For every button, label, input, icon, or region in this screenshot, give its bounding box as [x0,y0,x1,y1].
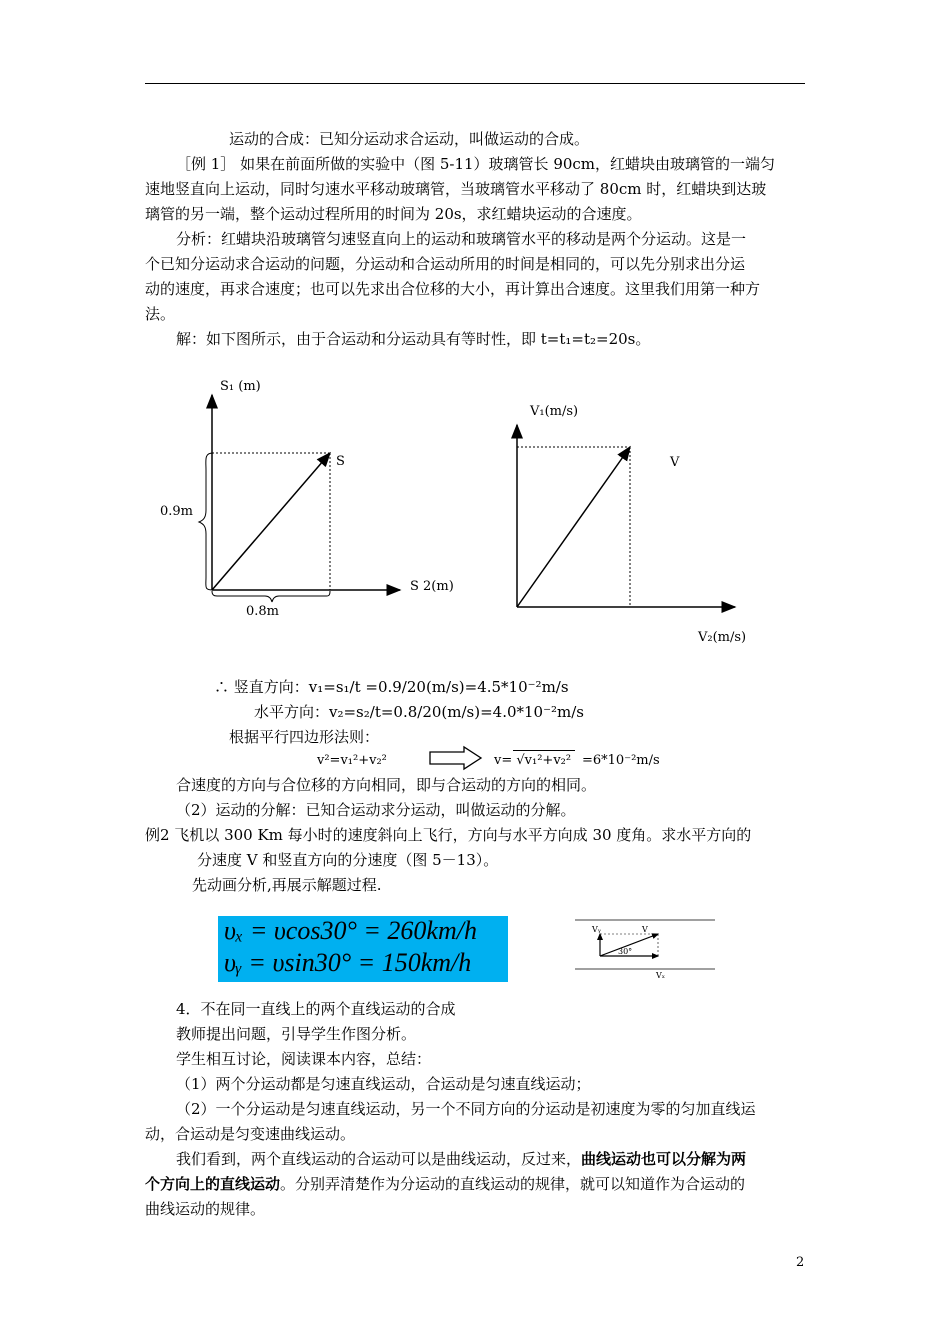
text-line: 分析：红蜡块沿玻璃管匀速竖直向上的运动和玻璃管水平的移动是两个分运动。这是一 [176,230,747,248]
text-line: 运动的合成：已知分运动求合运动，叫做运动的合成。 [229,130,590,148]
width-label: 0.8m [246,604,280,619]
text-line: 根据平行四边形法则： [229,728,380,746]
text-line: ∴ 竖直方向：v₁=s₁/t =0.9/20(m/s)=4.5*10⁻²m/s [214,678,569,696]
formula-box [218,916,508,982]
v-label: V [670,455,680,470]
formula-left: v²=v₁²+v₂² [317,753,387,768]
resultant-v-arrow [517,447,630,607]
text-line [145,1171,745,1197]
angle-label: 30° [618,947,633,956]
text-line: 例2 飞机以 300 Km 每小时的速度斜向上飞行，方向与水平方向成 30 度角。求水平方向的 [145,826,752,844]
height-label: 0.9m [160,504,194,519]
text-line: 动，合运动是匀变速曲线运动。 [145,1125,356,1143]
text-line: 水平方向：v₂=s₂/t=0.8/20(m/s)=4.0*10⁻²m/s [254,703,585,721]
text-line: 曲线运动的规律。 [145,1200,266,1218]
vx-label: Vₓ [656,971,666,980]
v1-axis-label: V₁(m/s) [530,404,579,419]
decomposition-diagram [570,912,720,987]
text-line [176,1146,746,1172]
text-line: 解：如下图所示，由于合运动和分运动具有等时性，即 t=t₁=t₂=20s。 [176,330,651,348]
page-number: 2 [796,1255,805,1270]
width-brace [212,591,330,602]
velocity-diagram [490,395,780,650]
sqrt-bar [513,750,575,751]
header-rule [145,83,805,84]
v-label: V [642,925,648,934]
emphasis-text: 曲线运动也可以分解为两 [581,1150,747,1168]
resultant-s-arrow [212,453,330,590]
text-line: 合速度的方向与合位移的方向相同，即与合运动的方向的相同。 [176,776,597,794]
text-line: ［例 1］ 如果在前面所做的实验中（图 5-11）玻璃管长 90cm，红蜡块由玻璃管的一端匀 [176,155,776,173]
text-line: 先动画分析,再展示解题过程. [192,876,382,894]
text-line: 教师提出问题，引导学生作图分析。 [176,1025,417,1043]
height-brace [199,453,213,590]
text-line: 个已知分运动求合运动的问题，分运动和合运动所用的时间是相同的，可以先分别求出分运 [145,255,746,273]
formula-right: v= √v₁²+v₂² [494,753,572,768]
displacement-diagram [150,365,480,625]
text-line: （1）两个分运动都是匀速直线运动，合运动是匀速直线运动； [176,1075,591,1093]
text-line: 动的速度，再求合速度；也可以先求出合位移的大小，再计算出合速度。这里我们用第一种方 [145,280,761,298]
text-line: 速地竖直向上运动，同时匀速水平移动玻璃管，当玻璃管水平移动了 80cm 时，红蜡块到达玻 [145,180,767,198]
vy-label: Vᵧ [592,925,601,934]
text-line: （2）运动的分解：已知合运动求分运动，叫做运动的分解。 [176,801,576,819]
implies-arrow-icon [428,745,484,771]
text-line: 法。 [145,305,176,323]
s2-axis-label: S 2(m) [410,579,454,594]
vx-formula: υₓ = υcos30° = 260km/h [224,916,477,945]
text-line: （2）一个分运动是匀速直线运动，另一个不同方向的分运动是初速度为零的匀加直线运 [176,1100,756,1118]
s1-axis-label: S₁ (m) [220,379,261,394]
text-line: 璃管的另一端，整个运动过程所用的时间为 20s，求红蜡块运动的合速度。 [145,205,642,223]
text-span: 我们看到，两个直线运动的合运动可以是曲线运动，反过来， [176,1150,582,1168]
emphasis-text: 个方向上的直线运动 [145,1175,281,1193]
text-span: 。分别弄清楚作为分运动的直线运动的规律，就可以知道作为合运动的 [280,1175,746,1193]
text-line: 4．不在同一直线上的两个直线运动的合成 [176,1000,456,1018]
v2-axis-label: V₂(m/s) [698,630,747,645]
formula-result: =6*10⁻²m/s [582,753,660,768]
text-line: 学生相互讨论，阅读课本内容，总结： [176,1050,432,1068]
s-label: S [336,454,345,469]
text-line: 分速度 V 和竖直方向的分速度（图 5－13）。 [197,851,499,869]
vy-formula: υᵧ = υsin30° = 150km/h [224,948,472,977]
